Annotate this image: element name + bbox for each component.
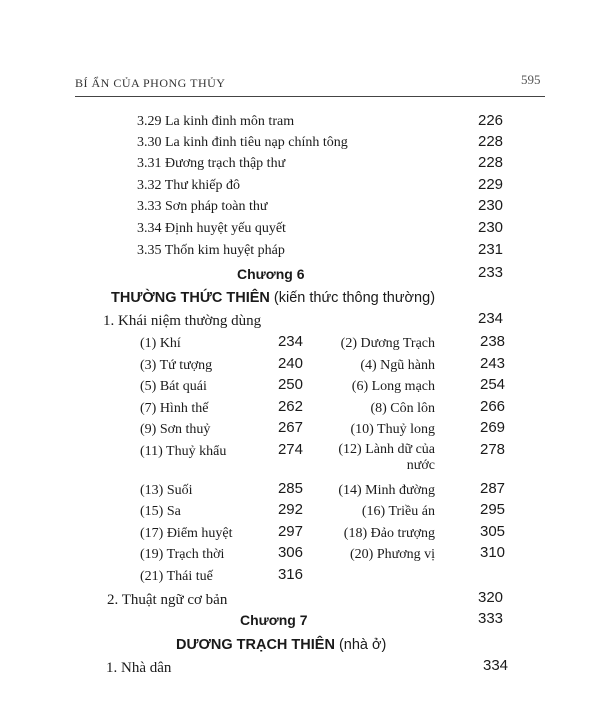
term-20-label: (20) Phương vị (350, 547, 435, 562)
toc-page-3-35: 231 (478, 241, 504, 258)
term-21-page: 316 (277, 566, 303, 583)
toc-entry-3-33: 3.33 Sơn pháp toàn thư (137, 199, 268, 214)
toc-entry-3-30: 3.30 La kinh đinh tiêu nạp chính tông (137, 135, 348, 150)
term-14-label: (14) Minh đường (338, 483, 435, 498)
term-18-page: 305 (480, 523, 506, 540)
term-11-page: 274 (277, 441, 303, 458)
toc-page-3-29: 226 (478, 112, 504, 129)
section-last-page: 334 (483, 657, 509, 674)
term-7-label: (7) Hình thế (140, 401, 209, 416)
chapter-6-title-note: (kiến thức thông thường) (269, 290, 436, 306)
section-2-label: 2. Thuật ngữ cơ bản (107, 592, 228, 608)
term-18-label: (18) Đảo trượng (343, 526, 435, 541)
section-1-label: 1. Khái niệm thường dùng (103, 313, 262, 329)
term-8-label: (8) Côn lôn (370, 401, 435, 416)
toc-entry-3-35: 3.35 Thốn kim huyệt pháp (137, 243, 285, 258)
toc-entry-3-32: 3.32 Thư khiếp đô (137, 178, 240, 193)
term-21-label: (21) Thái tuế (140, 569, 213, 584)
term-8-page: 266 (480, 398, 506, 415)
term-10-label: (10) Thuỷ long (350, 422, 435, 437)
toc-entry-3-29: 3.29 La kinh đinh môn tram (137, 114, 295, 129)
term-4-label: (4) Ngũ hành (360, 358, 435, 373)
term-13-page: 285 (277, 480, 303, 497)
term-5-label: (5) Bát quái (140, 379, 207, 394)
term-13-label: (13) Suối (140, 483, 193, 498)
term-19-page: 306 (277, 544, 303, 561)
toc-entry-3-34: 3.34 Định huyệt yếu quyết (137, 221, 286, 236)
toc-page-3-31: 228 (478, 154, 504, 171)
chapter-7-heading: Chương 7 (240, 612, 308, 628)
term-6-label: (6) Long mạch (351, 379, 435, 394)
section-last-label: 1. Nhà dân (106, 660, 172, 676)
chapter-6-title (111, 290, 435, 306)
term-9-page: 267 (277, 419, 303, 436)
header-rule (75, 96, 545, 97)
chapter-7-title (176, 637, 386, 653)
term-6-page: 254 (480, 376, 506, 393)
term-15-page: 292 (277, 501, 303, 518)
toc-page-3-34: 230 (478, 219, 504, 236)
section-1-page: 234 (478, 310, 504, 327)
term-9-label: (9) Sơn thuỷ (140, 422, 211, 437)
term-17-page: 297 (277, 523, 303, 540)
term-7-page: 262 (277, 398, 303, 415)
section-2-page: 320 (478, 589, 504, 606)
chapter-7-page: 333 (478, 610, 504, 627)
term-2-label: (2) Dương Trạch (340, 336, 435, 351)
term-4-page: 243 (480, 355, 506, 372)
toc-entry-3-31: 3.31 Đương trạch thập thư (137, 156, 286, 171)
chapter-6-page: 233 (478, 264, 504, 281)
term-2-page: 238 (480, 333, 506, 350)
chapter-7-title-main: DƯƠNG TRẠCH THIÊN (176, 637, 335, 653)
term-3-page: 240 (277, 355, 303, 372)
term-10-page: 269 (480, 419, 506, 436)
toc-page-3-30: 228 (478, 133, 504, 150)
term-12-page: 278 (480, 441, 506, 458)
term-15-label: (15) Sa (140, 504, 181, 519)
toc-page-3-33: 230 (478, 197, 504, 214)
term-14-page: 287 (480, 480, 506, 497)
running-header-title: BÍ ẨN CỦA PHONG THỦY (75, 76, 226, 90)
term-11-label: (11) Thuỷ khẩu (140, 444, 227, 459)
term-16-page: 295 (480, 501, 506, 518)
term-16-label: (16) Triều án (361, 504, 435, 519)
chapter-6-title-main: THƯỜNG THỨC THIÊN (111, 290, 270, 306)
term-1-label: (1) Khí (140, 336, 181, 351)
term-20-page: 310 (480, 544, 506, 561)
term-5-page: 250 (277, 376, 303, 393)
term-1-page: 234 (277, 333, 303, 350)
term-17-label: (17) Điểm huyệt (140, 526, 233, 541)
page-number: 595 (521, 72, 541, 87)
chapter-6-heading: Chương 6 (237, 266, 305, 282)
toc-page-3-32: 229 (478, 176, 504, 193)
term-3-label: (3) Tứ tượng (140, 358, 213, 373)
term-19-label: (19) Trạch thời (140, 547, 225, 562)
chapter-7-title-note: (nhà ở) (334, 637, 387, 653)
term-12-label: (12) Lành dữ của nước (338, 442, 435, 473)
